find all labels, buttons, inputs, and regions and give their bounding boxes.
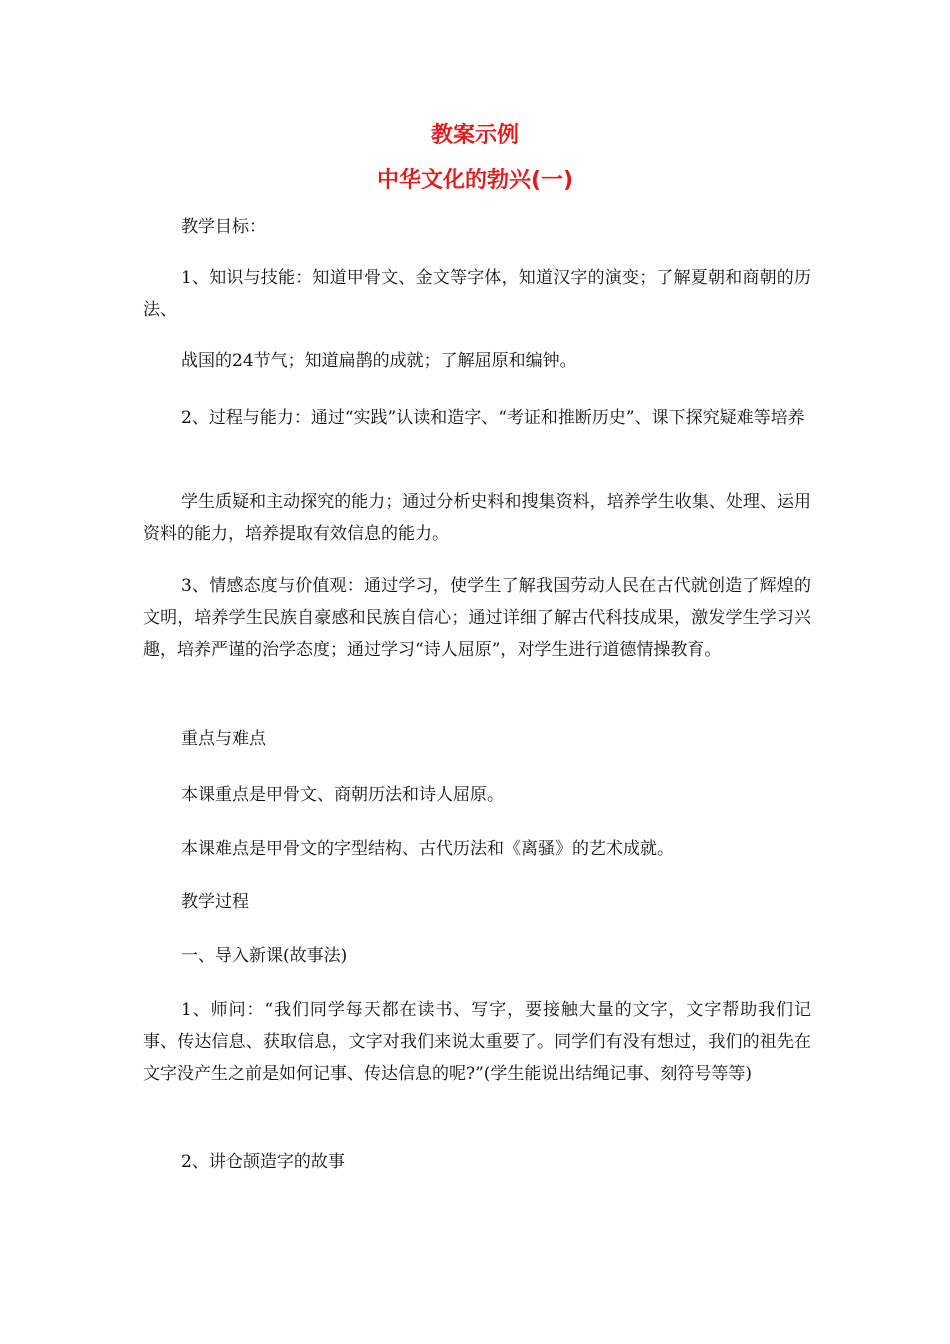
paragraph-intro-heading: 一、导入新课(故事法) [181, 946, 348, 966]
paragraph-objective-1-cont: 战国的24节气；知道扁鹊的成就；了解屈原和编钟。 [181, 351, 577, 371]
paragraph-objectives-heading: 教学目标： [181, 217, 266, 237]
paragraph-objective-2: 2、过程与能力：通过“实践”认读和造字、“考证和推断历史”、课下探究疑难等培养 [181, 408, 805, 428]
document-title: 教案示例 [430, 123, 519, 148]
paragraph-process-heading: 教学过程 [181, 892, 249, 912]
paragraph-key-points: 本课重点是甲骨文、商朝历法和诗人屈原。 [181, 785, 504, 805]
paragraph-objective-1: 1、知识与技能：知道甲骨文、金文等字体，知道汉字的演变；了解夏朝和商朝的历法、 [143, 268, 811, 320]
paragraph-teacher-question: 1、师问：“我们同学每天都在读书、写字，要接触大量的文字，文字帮助我们记事、传达信息、获取信息，文字对我们来说太重要了。同学们有没有想过，我们的祖先在文字没产生之前是如何记事、传达信息的呢?”(学生能说出结绳记事、刻符号等等) [143, 1000, 811, 1084]
paragraph-cangjie-story: 2、讲仓颉造字的故事 [181, 1152, 345, 1172]
paragraph-difficulties: 本课难点是甲骨文的字型结构、古代历法和《离骚》的艺术成就。 [181, 839, 674, 859]
document-subtitle: 中华文化的勃兴(一) [376, 168, 574, 193]
paragraph-objective-2-cont: 学生质疑和主动探究的能力；通过分析史料和搜集资料，培养学生收集、处理、运用资料的能力，培养提取有效信息的能力。 [143, 492, 811, 544]
paragraph-objective-3: 3、情感态度与价值观：通过学习，使学生了解我国劳动人民在古代就创造了辉煌的文明，培养学生民族自豪感和民族自信心；通过详细了解古代科技成果，激发学生学习兴趣，培养严谨的治学态度；通过学习“诗人屈原”，对学生进行道德情操教育。 [143, 576, 811, 660]
paragraph-key-points-heading: 重点与难点 [181, 729, 266, 749]
